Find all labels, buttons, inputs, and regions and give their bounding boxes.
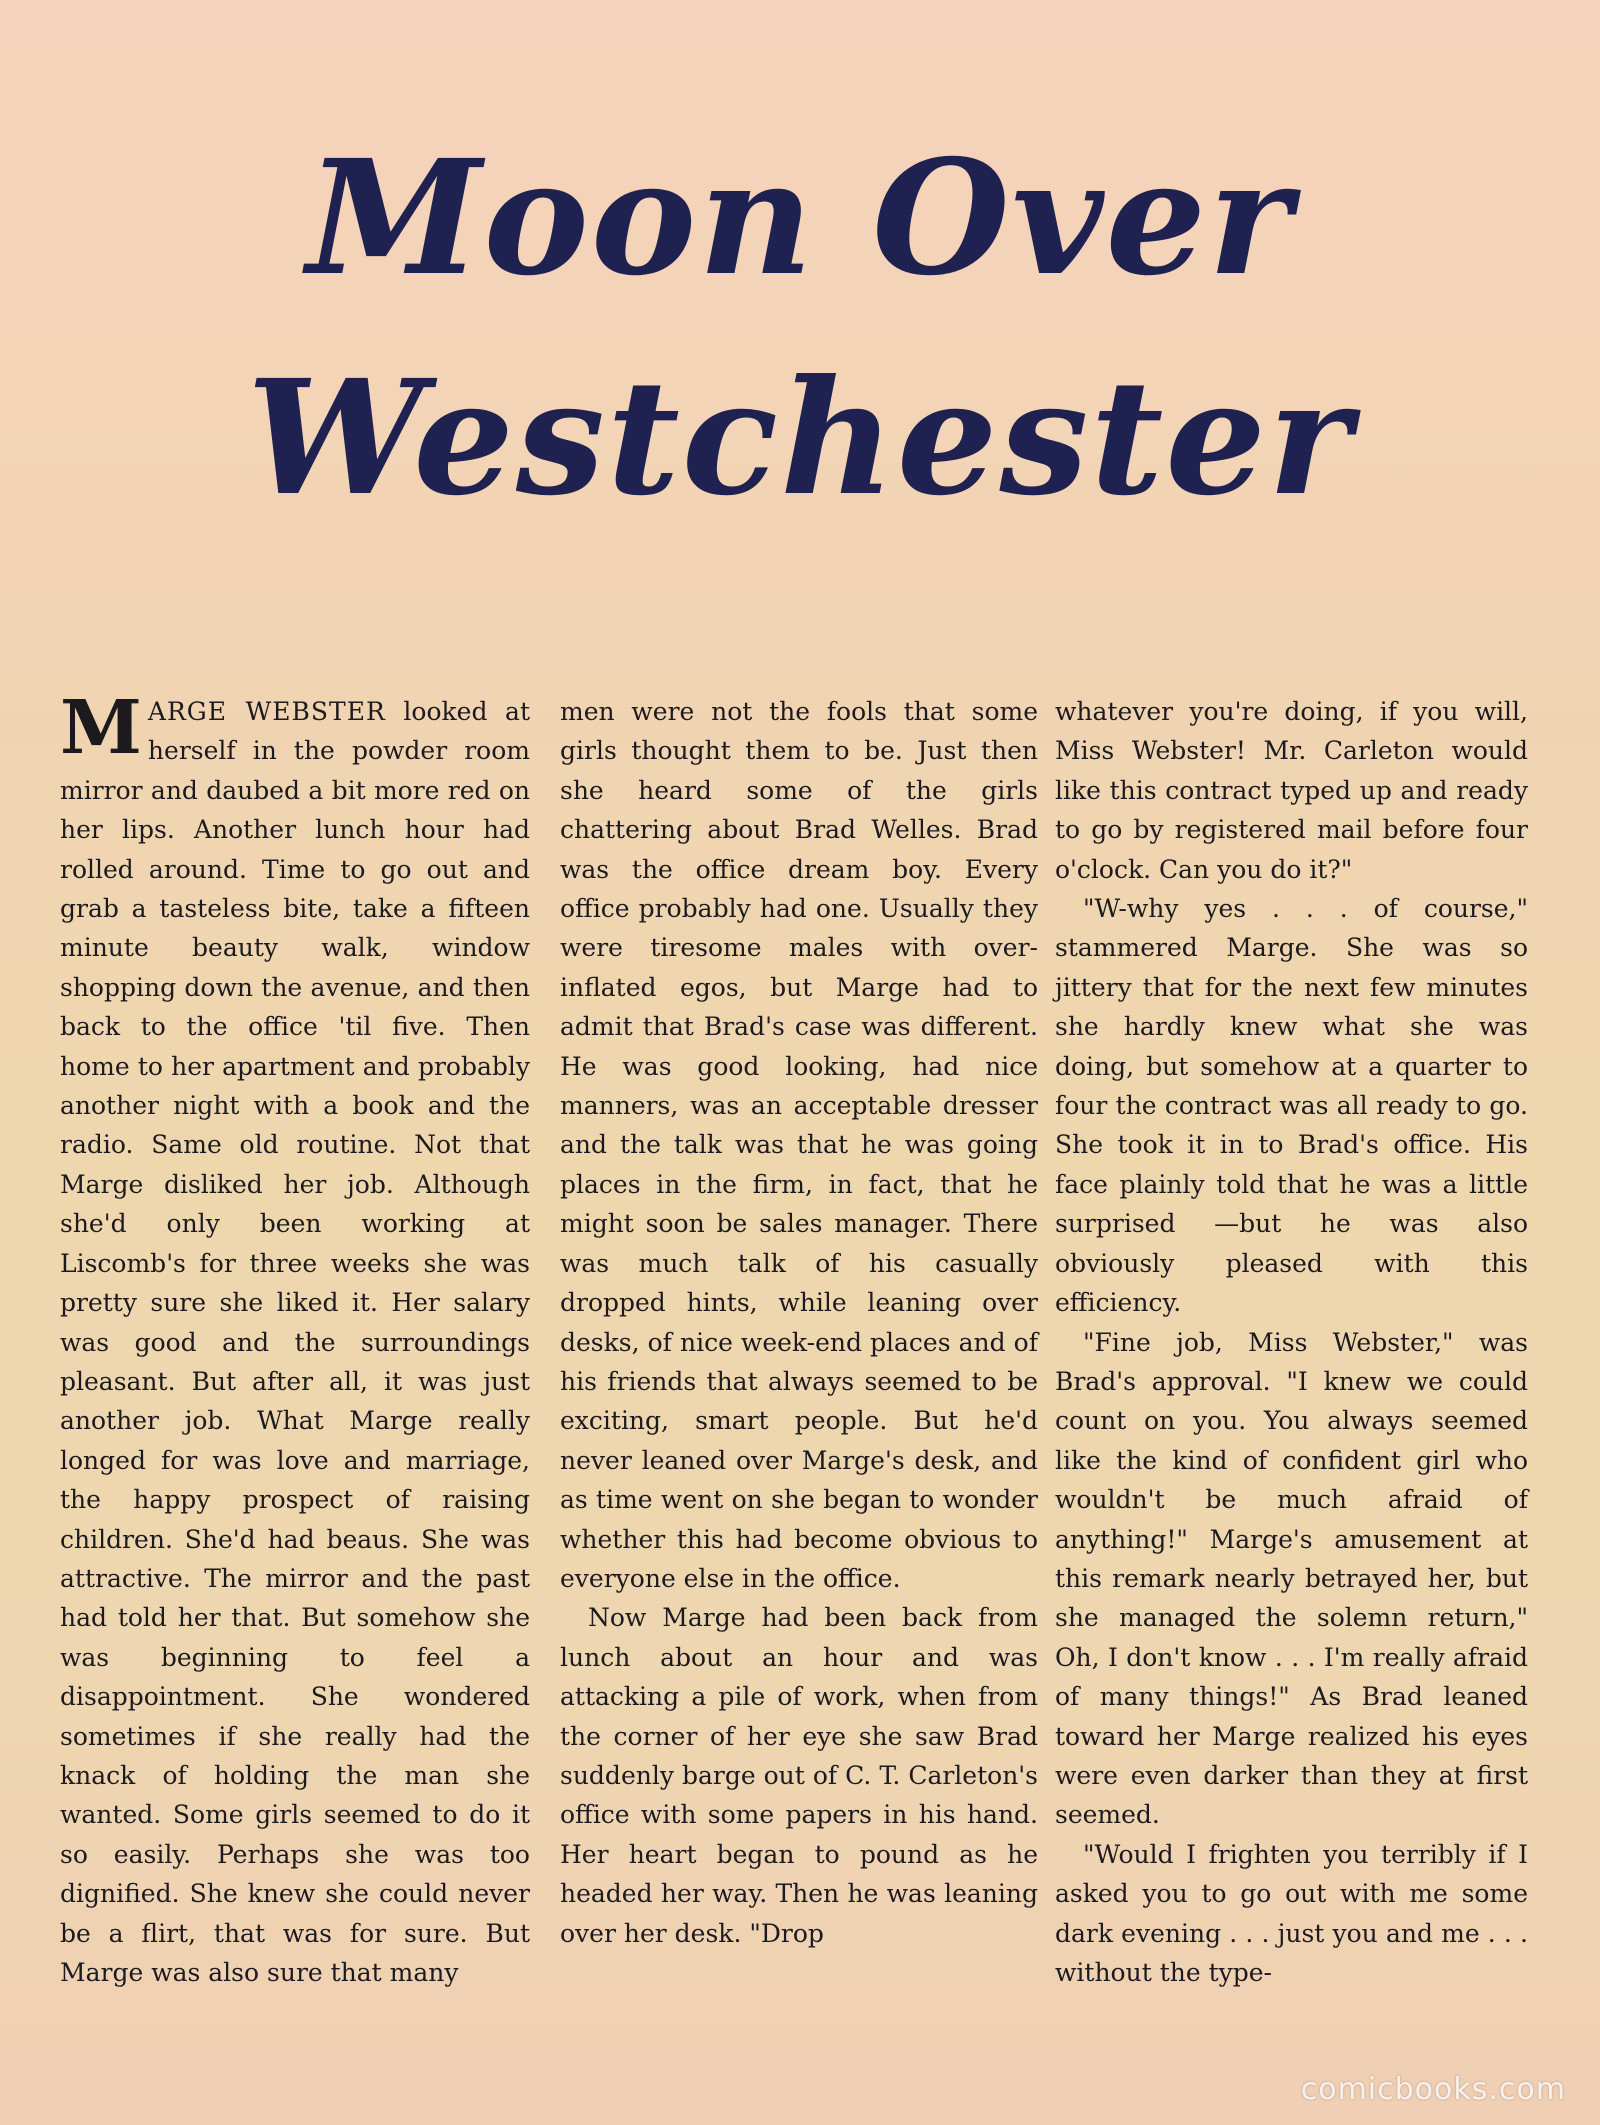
paragraph: Now Marge had been back from lunch about an hour and was attacking a pile of work, when from the corner of her eye she saw Brad suddenly barge out of C. T. Carleton's office with some papers in his hand. Her heart began to pound as he headed her way. Then he was leaning over her desk. "Drop [560, 1603, 1038, 1948]
story-title-line-2: Westchester [246, 346, 1354, 531]
drop-cap: M [60, 685, 142, 771]
story-title-line-1: Moon Over [306, 126, 1294, 311]
paragraph: men were not the fools that some girls thought them to be. Just then she heard some of the girls chattering about Brad Welles. Brad was the office dream boy. Every office probably had one. Usually they were tiresome males with over-inflated egos, but Marge had to admit that Brad's case was different. He was good looking, had nice manners, was an acceptable dresser and the talk was that he was going places in the firm, in fact, that he might soon be sales manager. There was much talk of his casually dropped hints, while leaning over desks, of nice week-end places and of his friends that always seemed to be exciting, smart people. But he'd never leaned over Marge's desk, and as time went on she began to wonder whether this had become obvious to everyone else in the office. [560, 697, 1038, 1593]
text-column-3 [1055, 692, 1528, 1992]
watermark: comicbooks.com [1300, 2072, 1566, 2107]
paragraph: whatever you're doing, if you will, Miss Webster! Mr. Carleton would like this contract typed up and ready to go by registered mail before four o'clock. Can you do it?" [1055, 697, 1528, 884]
paragraph [60, 685, 530, 1992]
paragraph: "Fine job, Miss Webster," was Brad's approval. "I knew we could count on you. You always seemed like the kind of confident girl who wouldn't be much afraid of anything!" Marge's amusement at this remark nearly betrayed her, but she managed the solemn return," Oh, I don't know . . . I'm really afraid of many things!" As Brad leaned toward her Marge realized his eyes were even darker than they at first seemed. [1055, 1327, 1528, 1830]
text-column-1 [60, 685, 530, 1992]
text-column-2 [560, 692, 1038, 1953]
paragraph: "W-why yes . . . of course," stammered Marge. She was so jittery that for the next few minutes she hardly knew what she was doing, but somehow at a quarter to four the contract was all ready to go. She took it in to Brad's office. His face plainly told that he was a little surprised —but he was also obviously pleased with this efficiency. [1055, 894, 1528, 1318]
paragraph: "Would I frighten you terribly if I asked you to go out with me some dark evening . . . just you and me . . . without the type- [1055, 1839, 1528, 1987]
opening-name: ARGE WEBSTER [147, 697, 386, 726]
paragraph-text: looked at herself in the powder room mirror and daubed a bit more red on her lips. Another lunch hour had rolled around. Time to go out and grab a tasteless bite, take a fifteen minute beauty walk, window shopping down the avenue, and then back to the office 'til five. Then home to her apartment and probably another night with a book and the radio. Same old routine. Not that Marge disliked her job. Although she'd only been working at Liscomb's for three weeks she was pretty sure she liked it. Her salary was good and the surroundings pleasant. But after all, it was just another job. What Marge really longed for was love and marriage, the happy prospect of raising children. She'd had beaus. She was attractive. The mirror and the past had told her that. But somehow she was beginning to feel a disappointment. She wondered sometimes if she really had the knack of holding the man she wanted. Some girls seemed to do it so easily. Perhaps she was too dignified. She knew she could never be a flirt, that was for sure. But Marge was also sure that many [60, 697, 530, 1987]
